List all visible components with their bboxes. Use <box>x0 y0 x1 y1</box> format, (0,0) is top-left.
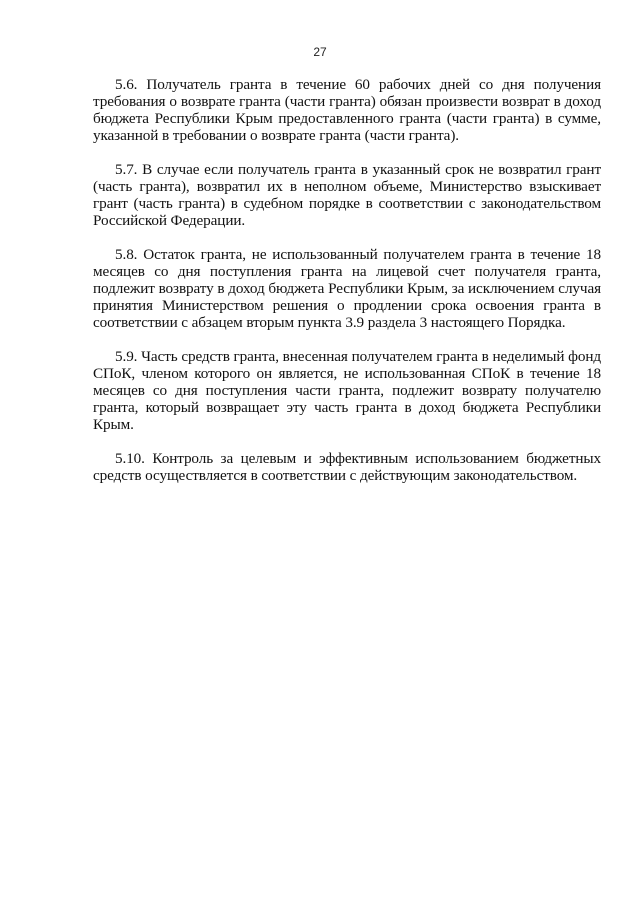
paragraph-5-6 <box>93 76 601 144</box>
paragraph-text: Контроль за целевым и эффективным использованием бюджетных средств осуществляется в соответствии с действующим законодательством. <box>93 450 601 484</box>
paragraph-number: 5.10. <box>115 450 145 467</box>
document-body <box>93 76 601 501</box>
paragraph-5-9 <box>93 348 601 433</box>
paragraph-text: Получатель гранта в течение 60 рабочих дней со дня получения требования о возврате гранта (части гранта) обязан произвести возврат в доход бюджета Республики Крым предоставленного гранта (части гранта) в сумме, указанной в требовании о возврате гранта (части гранта). <box>93 76 601 144</box>
page-number: 27 <box>313 45 327 59</box>
paragraph-number: 5.6. <box>115 76 138 93</box>
paragraph-5-7 <box>93 161 601 229</box>
paragraph-text: В случае если получатель гранта в указанный срок не возвратил грант (часть гранта), возвратил их в неполном объеме, Министерство взыскивает грант (часть гранта) в судебном порядке в соответствии с законодательством Российской Федерации. <box>93 161 602 229</box>
paragraph-5-8 <box>93 246 601 331</box>
paragraph-text: Остаток гранта, не использованный получателем гранта в течение 18 месяцев со дня поступления гранта на лицевой счет получателя гранта, подлежит возврату в доход бюджета Республики Крым, за исключением случая принятия Министерством решения о продлении срока освоения гранта в соответствии с абзацем вторым пункта 3.9 раздела 3 настоящего Порядка. <box>93 246 601 331</box>
paragraph-text: Часть средств гранта, внесенная получателем гранта в неделимый фонд СПоК, членом которого он является, не использованная СПоК в течение 18 месяцев со дня поступления части гранта, подлежит возврату получателю гранта, который возвращает эту часть гранта в доход бюджета Республики Крым. <box>93 348 601 433</box>
paragraph-number: 5.8. <box>115 246 138 263</box>
paragraph-number: 5.7. <box>115 161 138 178</box>
paragraph-5-10 <box>93 450 601 484</box>
paragraph-number: 5.9. <box>115 348 138 365</box>
